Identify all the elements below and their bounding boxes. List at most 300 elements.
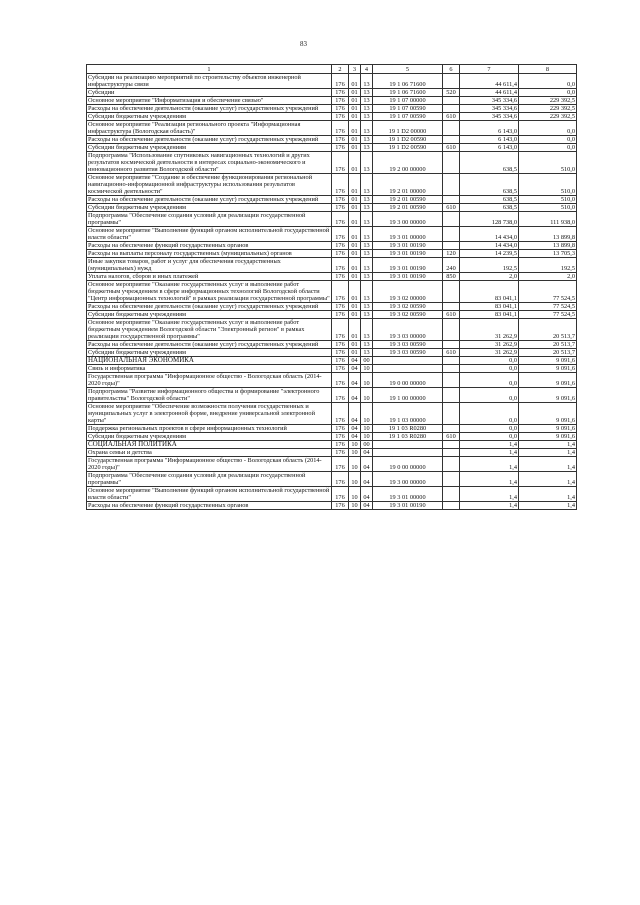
- row-amount-year1-cell: 0,0: [460, 365, 519, 373]
- row-subsection-cell: 13: [361, 242, 373, 250]
- row-name-cell: Расходы на обеспечение деятельности (оказание услуг) государственных учреждений: [87, 136, 332, 144]
- row-subsection-cell: 10: [361, 388, 373, 403]
- table-row: [87, 365, 577, 373]
- row-target-article-cell: 19 3 02 00590: [373, 303, 443, 311]
- row-amount-year1-cell: 83 041,1: [460, 311, 519, 319]
- row-section-cell: 10: [349, 441, 361, 449]
- row-name-cell: Уплата налогов, сборов и иных платежей: [87, 273, 332, 281]
- row-name-cell: Субсидии бюджетным учреждениям: [87, 204, 332, 212]
- row-amount-year1-cell: 1,4: [460, 441, 519, 449]
- row-admin-code-cell: 176: [332, 449, 349, 457]
- row-expense-type-cell: 850: [443, 273, 460, 281]
- table-row: [87, 487, 577, 502]
- row-expense-type-cell: [443, 441, 460, 449]
- row-name-cell: Подпрограмма "Обеспечение создания условий для реализации государственной программы": [87, 212, 332, 227]
- row-expense-type-cell: 120: [443, 250, 460, 258]
- row-expense-type-cell: [443, 227, 460, 242]
- row-target-article-cell: 19 1 07 00590: [373, 113, 443, 121]
- table-row: [87, 457, 577, 472]
- row-target-article-cell: 19 2 01 00000: [373, 174, 443, 196]
- table-row: [87, 502, 577, 510]
- row-amount-year2-cell: 229 392,5: [519, 113, 577, 121]
- row-expense-type-cell: [443, 74, 460, 89]
- row-target-article-cell: 19 1 03 R0280: [373, 425, 443, 433]
- row-section-cell: 04: [349, 388, 361, 403]
- row-name-cell: Иные закупки товаров, работ и услуг для обеспечения государственных (муниципальных) нужд: [87, 258, 332, 273]
- row-amount-year2-cell: 1,4: [519, 487, 577, 502]
- row-expense-type-cell: [443, 341, 460, 349]
- row-name-cell: Основное мероприятие "Выполнение функций органом исполнительной государственной власти области": [87, 227, 332, 242]
- row-subsection-cell: 13: [361, 152, 373, 174]
- row-target-article-cell: 19 1 D2 00590: [373, 144, 443, 152]
- row-section-cell: 10: [349, 502, 361, 510]
- row-section-cell: 01: [349, 89, 361, 97]
- row-section-cell: 01: [349, 250, 361, 258]
- row-amount-year1-cell: 345 334,6: [460, 105, 519, 113]
- row-section-cell: 01: [349, 258, 361, 273]
- table-row: [87, 349, 577, 357]
- row-expense-type-cell: [443, 152, 460, 174]
- row-subsection-cell: 13: [361, 227, 373, 242]
- row-amount-year1-cell: 638,5: [460, 152, 519, 174]
- row-expense-type-cell: [443, 303, 460, 311]
- row-admin-code-cell: 176: [332, 152, 349, 174]
- row-expense-type-cell: 610: [443, 311, 460, 319]
- row-name-cell: Подпрограмма "Обеспечение создания условий для реализации государственной программы": [87, 472, 332, 487]
- row-target-article-cell: 19 3 01 00190: [373, 242, 443, 250]
- row-admin-code-cell: 176: [332, 403, 349, 425]
- row-subsection-cell: 13: [361, 319, 373, 341]
- row-admin-code-cell: 176: [332, 105, 349, 113]
- column-header: 4: [361, 65, 373, 74]
- row-subsection-cell: 13: [361, 196, 373, 204]
- row-target-article-cell: 19 3 02 00000: [373, 281, 443, 303]
- row-admin-code-cell: 176: [332, 89, 349, 97]
- row-admin-code-cell: 176: [332, 357, 349, 365]
- row-target-article-cell: 19 3 01 00190: [373, 273, 443, 281]
- row-admin-code-cell: 176: [332, 425, 349, 433]
- row-target-article-cell: 19 3 01 00190: [373, 502, 443, 510]
- row-section-cell: 01: [349, 204, 361, 212]
- row-amount-year1-cell: 6 143,0: [460, 121, 519, 136]
- row-section-cell: 10: [349, 457, 361, 472]
- row-section-cell: 01: [349, 152, 361, 174]
- row-amount-year1-cell: 6 143,0: [460, 136, 519, 144]
- row-amount-year1-cell: 1,4: [460, 472, 519, 487]
- row-subsection-cell: 10: [361, 403, 373, 425]
- row-subsection-cell: 13: [361, 74, 373, 89]
- row-subsection-cell: 13: [361, 97, 373, 105]
- row-amount-year2-cell: 9 091,6: [519, 433, 577, 441]
- table-row: [87, 472, 577, 487]
- row-section-cell: 01: [349, 341, 361, 349]
- row-amount-year1-cell: 1,4: [460, 487, 519, 502]
- row-amount-year1-cell: 0,0: [460, 403, 519, 425]
- row-amount-year1-cell: 638,5: [460, 174, 519, 196]
- row-subsection-cell: 13: [361, 311, 373, 319]
- row-amount-year2-cell: 13 705,3: [519, 250, 577, 258]
- row-name-cell: Субсидии на реализацию мероприятий по строительству объектов инженерной инфраструктуры связи: [87, 74, 332, 89]
- row-name-cell: Расходы на обеспечение деятельности (оказание услуг) государственных учреждений: [87, 196, 332, 204]
- row-admin-code-cell: 176: [332, 258, 349, 273]
- row-section-cell: 01: [349, 136, 361, 144]
- row-name-cell: Субсидии бюджетным учреждениям: [87, 311, 332, 319]
- row-section-cell: 01: [349, 74, 361, 89]
- row-subsection-cell: 10: [361, 425, 373, 433]
- table-row: [87, 136, 577, 144]
- row-amount-year1-cell: 31 262,9: [460, 349, 519, 357]
- row-target-article-cell: 19 3 01 00190: [373, 258, 443, 273]
- row-amount-year1-cell: 2,0: [460, 273, 519, 281]
- row-expense-type-cell: [443, 487, 460, 502]
- table-row: [87, 433, 577, 441]
- row-name-cell: Субсидии бюджетным учреждениям: [87, 349, 332, 357]
- row-subsection-cell: 13: [361, 341, 373, 349]
- row-section-cell: 01: [349, 105, 361, 113]
- row-name-cell: Расходы на обеспечение функций государственных органов: [87, 502, 332, 510]
- row-subsection-cell: 13: [361, 144, 373, 152]
- row-expense-type-cell: 610: [443, 349, 460, 357]
- row-amount-year1-cell: 1,4: [460, 457, 519, 472]
- row-subsection-cell: 10: [361, 373, 373, 388]
- budget-table: [86, 64, 577, 510]
- row-amount-year2-cell: 0,0: [519, 136, 577, 144]
- row-target-article-cell: 19 3 03 00000: [373, 319, 443, 341]
- row-target-article-cell: 19 3 01 00000: [373, 227, 443, 242]
- row-target-article-cell: 19 0 00 00000: [373, 373, 443, 388]
- row-name-cell: Основное мероприятие "Создание и обеспечение функционирования региональной навигационно-информационной инфраструктуры использования результатов космической деятельности": [87, 174, 332, 196]
- table-row: [87, 144, 577, 152]
- row-subsection-cell: 13: [361, 281, 373, 303]
- row-target-article-cell: 19 2 01 00590: [373, 196, 443, 204]
- row-expense-type-cell: [443, 457, 460, 472]
- row-admin-code-cell: 176: [332, 365, 349, 373]
- row-amount-year1-cell: 0,0: [460, 388, 519, 403]
- table-row: [87, 341, 577, 349]
- row-name-cell: Субсидии бюджетным учреждениям: [87, 144, 332, 152]
- row-admin-code-cell: 176: [332, 502, 349, 510]
- row-expense-type-cell: [443, 242, 460, 250]
- row-amount-year1-cell: 1,4: [460, 449, 519, 457]
- table-row: [87, 121, 577, 136]
- column-header: 5: [373, 65, 443, 74]
- row-target-article-cell: 19 3 00 00000: [373, 472, 443, 487]
- row-section-cell: 01: [349, 311, 361, 319]
- row-expense-type-cell: [443, 502, 460, 510]
- row-target-article-cell: [373, 441, 443, 449]
- column-header: 3: [349, 65, 361, 74]
- column-header: 7: [460, 65, 519, 74]
- row-amount-year2-cell: 9 091,6: [519, 388, 577, 403]
- row-target-article-cell: 19 1 00 00000: [373, 388, 443, 403]
- row-amount-year1-cell: 345 334,6: [460, 113, 519, 121]
- row-amount-year2-cell: 9 091,6: [519, 403, 577, 425]
- row-subsection-cell: 13: [361, 105, 373, 113]
- row-name-cell: Расходы на обеспечение функций государственных органов: [87, 242, 332, 250]
- row-amount-year2-cell: 20 513,7: [519, 349, 577, 357]
- row-amount-year1-cell: 0,0: [460, 373, 519, 388]
- row-name-cell: Расходы на обеспечение деятельности (оказание услуг) государственных учреждений: [87, 105, 332, 113]
- row-name-cell: Основное мероприятие "Реализация регионального проекта "Информационная инфраструктура (Вологодская область)": [87, 121, 332, 136]
- row-subsection-cell: 10: [361, 433, 373, 441]
- row-target-article-cell: 19 3 00 00000: [373, 212, 443, 227]
- row-amount-year2-cell: 510,0: [519, 152, 577, 174]
- row-expense-type-cell: 610: [443, 204, 460, 212]
- row-subsection-cell: 13: [361, 121, 373, 136]
- row-amount-year2-cell: 0,0: [519, 89, 577, 97]
- row-section-cell: 01: [349, 196, 361, 204]
- row-subsection-cell: 13: [361, 258, 373, 273]
- row-section-cell: 01: [349, 97, 361, 105]
- row-name-cell: Основное мероприятие "Оказание государственных услуг и выполнение работ бюджетным учреждением в сфере информационных технологий Вологодской области "Центр информационных технологий" в рамках реализации государственной программы": [88, 281, 330, 302]
- row-amount-year1-cell: 192,5: [460, 258, 519, 273]
- row-expense-type-cell: [443, 319, 460, 341]
- row-admin-code-cell: 176: [332, 74, 349, 89]
- column-header: 6: [443, 65, 460, 74]
- row-amount-year1-cell: 14 239,5: [460, 250, 519, 258]
- row-amount-year2-cell: 9 091,6: [519, 357, 577, 365]
- row-amount-year2-cell: 77 524,5: [519, 303, 577, 311]
- row-expense-type-cell: [443, 105, 460, 113]
- row-expense-type-cell: 610: [443, 433, 460, 441]
- row-target-article-cell: 19 1 D2 00000: [373, 121, 443, 136]
- column-header: 8: [519, 65, 577, 74]
- table-row: [87, 89, 577, 97]
- row-subsection-cell: 04: [361, 449, 373, 457]
- row-admin-code-cell: 176: [332, 373, 349, 388]
- row-name-cell: Расходы на обеспечение деятельности (оказание услуг) государственных учреждений: [87, 341, 332, 349]
- row-name-cell: СОЦИАЛЬНАЯ ПОЛИТИКА: [87, 441, 332, 449]
- row-name-cell: Связь и информатика: [87, 365, 332, 373]
- row-amount-year1-cell: 638,5: [460, 204, 519, 212]
- row-amount-year2-cell: 9 091,6: [519, 365, 577, 373]
- row-target-article-cell: [373, 357, 443, 365]
- table-row: [87, 204, 577, 212]
- row-section-cell: 01: [349, 121, 361, 136]
- row-subsection-cell: 10: [361, 365, 373, 373]
- row-section-cell: 04: [349, 403, 361, 425]
- row-section-cell: 01: [349, 212, 361, 227]
- row-section-cell: 01: [349, 319, 361, 341]
- row-expense-type-cell: [443, 425, 460, 433]
- row-amount-year2-cell: 0,0: [519, 121, 577, 136]
- row-target-article-cell: 19 2 00 00000: [373, 152, 443, 174]
- row-amount-year2-cell: 77 524,5: [519, 311, 577, 319]
- row-name-cell: Расходы на обеспечение деятельности (оказание услуг) государственных учреждений: [87, 303, 332, 311]
- row-subsection-cell: 04: [361, 472, 373, 487]
- row-admin-code-cell: 176: [332, 311, 349, 319]
- row-admin-code-cell: 176: [332, 319, 349, 341]
- row-amount-year2-cell: 510,0: [519, 174, 577, 196]
- row-section-cell: 04: [349, 357, 361, 365]
- row-subsection-cell: 13: [361, 204, 373, 212]
- row-admin-code-cell: 176: [332, 250, 349, 258]
- row-target-article-cell: 19 1 D2 00590: [373, 136, 443, 144]
- row-section-cell: 10: [349, 487, 361, 502]
- row-admin-code-cell: 176: [332, 273, 349, 281]
- row-amount-year1-cell: 14 434,0: [460, 227, 519, 242]
- row-subsection-cell: 13: [361, 303, 373, 311]
- row-target-article-cell: 19 3 01 00190: [373, 250, 443, 258]
- column-header: 2: [332, 65, 349, 74]
- row-subsection-cell: 13: [361, 349, 373, 357]
- row-target-article-cell: 19 1 06 71600: [373, 74, 443, 89]
- row-target-article-cell: [373, 365, 443, 373]
- row-name-cell: НАЦИОНАЛЬНАЯ ЭКОНОМИКА: [87, 357, 332, 365]
- table-row: [87, 74, 577, 89]
- row-name-cell: Государственная программа "Информационное общество - Вологодская область (2014-2020 годы)": [87, 457, 332, 472]
- row-amount-year2-cell: 13 899,8: [519, 242, 577, 250]
- row-amount-year2-cell: 0,0: [519, 74, 577, 89]
- row-amount-year2-cell: 1,4: [519, 472, 577, 487]
- table-row: [87, 311, 577, 319]
- table-row: [87, 174, 577, 196]
- table-row: [87, 319, 577, 341]
- table-row: [87, 373, 577, 388]
- row-section-cell: 01: [349, 303, 361, 311]
- row-admin-code-cell: 176: [332, 227, 349, 242]
- row-admin-code-cell: 176: [332, 487, 349, 502]
- row-section-cell: 01: [349, 242, 361, 250]
- table-row: [87, 273, 577, 281]
- row-subsection-cell: 13: [361, 273, 373, 281]
- table-row: [87, 281, 577, 303]
- row-admin-code-cell: 176: [332, 349, 349, 357]
- row-name-cell: Подпрограмма "Развитие информационного общества и формирование "электронного правительства" Вологодской области": [87, 388, 332, 403]
- table-row: [87, 403, 577, 425]
- row-target-article-cell: 19 1 07 00000: [373, 97, 443, 105]
- row-admin-code-cell: 176: [332, 196, 349, 204]
- row-name-cell: Субсидии бюджетным учреждениям: [87, 113, 332, 121]
- row-amount-year1-cell: 44 611,4: [460, 89, 519, 97]
- table-row: [87, 196, 577, 204]
- row-expense-type-cell: 610: [443, 113, 460, 121]
- row-amount-year1-cell: 31 262,9: [460, 341, 519, 349]
- row-expense-type-cell: [443, 121, 460, 136]
- row-subsection-cell: 04: [361, 487, 373, 502]
- table-row: [87, 105, 577, 113]
- row-section-cell: 04: [349, 373, 361, 388]
- table-row: [87, 357, 577, 365]
- table-row: [87, 303, 577, 311]
- row-section-cell: 01: [349, 227, 361, 242]
- row-name-cell: Государственная программа "Информационное общество - Вологодская область (2014-2020 годы)": [87, 373, 332, 388]
- row-amount-year1-cell: 128 738,0: [460, 212, 519, 227]
- row-name-cell: Охрана семьи и детства: [87, 449, 332, 457]
- row-name-cell: Основное мероприятие "Информатизация и обеспечение связью": [87, 97, 332, 105]
- row-expense-type-cell: [443, 388, 460, 403]
- row-amount-year2-cell: 9 091,6: [519, 373, 577, 388]
- row-admin-code-cell: 176: [332, 281, 349, 303]
- row-amount-year1-cell: 44 611,4: [460, 74, 519, 89]
- row-amount-year2-cell: 111 938,0: [519, 212, 577, 227]
- row-admin-code-cell: 176: [332, 136, 349, 144]
- row-admin-code-cell: 176: [332, 121, 349, 136]
- table-row: [87, 97, 577, 105]
- row-amount-year2-cell: 20 513,7: [519, 319, 577, 341]
- row-target-article-cell: 19 3 02 00590: [373, 311, 443, 319]
- row-target-article-cell: 19 2 01 00590: [373, 204, 443, 212]
- table-header-row: [87, 65, 577, 74]
- row-amount-year2-cell: 510,0: [519, 196, 577, 204]
- row-expense-type-cell: [443, 136, 460, 144]
- row-expense-type-cell: 520: [443, 89, 460, 97]
- table-row: [87, 441, 577, 449]
- row-name-cell: Расходы на выплаты персоналу государственных (муниципальных) органов: [87, 250, 332, 258]
- row-target-article-cell: [373, 449, 443, 457]
- row-admin-code-cell: 176: [332, 433, 349, 441]
- row-name-cell: Основное мероприятие "Выполнение функций органом исполнительной государственной власти области": [87, 487, 332, 502]
- row-subsection-cell: 13: [361, 113, 373, 121]
- table-row: [87, 449, 577, 457]
- row-admin-code-cell: 176: [332, 204, 349, 212]
- row-amount-year1-cell: 0,0: [460, 433, 519, 441]
- row-admin-code-cell: 176: [332, 441, 349, 449]
- table-row: [87, 242, 577, 250]
- row-target-article-cell: 19 3 01 00000: [373, 487, 443, 502]
- row-admin-code-cell: 176: [332, 212, 349, 227]
- row-amount-year2-cell: 229 392,5: [519, 97, 577, 105]
- table-row: [87, 258, 577, 273]
- table-row: [87, 113, 577, 121]
- row-admin-code-cell: 176: [332, 472, 349, 487]
- row-amount-year1-cell: 14 434,0: [460, 242, 519, 250]
- row-admin-code-cell: 176: [332, 97, 349, 105]
- row-amount-year2-cell: 9 091,6: [519, 425, 577, 433]
- table-row: [87, 227, 577, 242]
- row-amount-year1-cell: 345 334,6: [460, 97, 519, 105]
- row-subsection-cell: 00: [361, 357, 373, 365]
- row-amount-year2-cell: 2,0: [519, 273, 577, 281]
- row-expense-type-cell: [443, 449, 460, 457]
- row-name-cell: Подпрограмма "Использование спутниковых навигационных технологий и других результатов космической деятельности в интересах социально-экономического и инновационного развития Вологодской области": [87, 152, 332, 174]
- row-section-cell: 01: [349, 144, 361, 152]
- row-amount-year1-cell: 638,5: [460, 196, 519, 204]
- row-admin-code-cell: 176: [332, 341, 349, 349]
- row-amount-year1-cell: 31 262,9: [460, 319, 519, 341]
- row-expense-type-cell: [443, 357, 460, 365]
- row-section-cell: 04: [349, 433, 361, 441]
- row-admin-code-cell: 176: [332, 303, 349, 311]
- row-name-cell: Основное мероприятие "Оказание государственных услуг и выполнение работ бюджетным учреждением Вологодской области "Электронный регион" в рамках реализации государственной программы": [87, 319, 332, 341]
- row-admin-code-cell: 176: [332, 144, 349, 152]
- row-section-cell: 01: [349, 281, 361, 303]
- table-row: [87, 250, 577, 258]
- row-admin-code-cell: 176: [332, 113, 349, 121]
- row-target-article-cell: 19 1 03 R0280: [373, 433, 443, 441]
- table-row: [87, 212, 577, 227]
- row-admin-code-cell: 176: [332, 242, 349, 250]
- page-number: 83: [300, 40, 307, 48]
- row-expense-type-cell: [443, 365, 460, 373]
- row-amount-year2-cell: 1,4: [519, 441, 577, 449]
- row-amount-year2-cell: 192,5: [519, 258, 577, 273]
- table-row: [87, 388, 577, 403]
- row-admin-code-cell: 176: [332, 388, 349, 403]
- row-expense-type-cell: [443, 212, 460, 227]
- row-section-cell: 04: [349, 365, 361, 373]
- row-target-article-cell: 19 0 00 00000: [373, 457, 443, 472]
- row-section-cell: 01: [349, 174, 361, 196]
- row-expense-type-cell: [443, 403, 460, 425]
- row-amount-year1-cell: 1,4: [460, 502, 519, 510]
- row-expense-type-cell: [443, 97, 460, 105]
- row-amount-year1-cell: 6 143,0: [460, 144, 519, 152]
- row-amount-year2-cell: 1,4: [519, 502, 577, 510]
- row-name-cell: Основное мероприятие "Обеспечение возможности получения государственных и муниципальных услуг в электронной форме, внедрение универсальной электронной карты": [87, 403, 332, 425]
- table-row: [87, 425, 577, 433]
- row-expense-type-cell: [443, 281, 460, 303]
